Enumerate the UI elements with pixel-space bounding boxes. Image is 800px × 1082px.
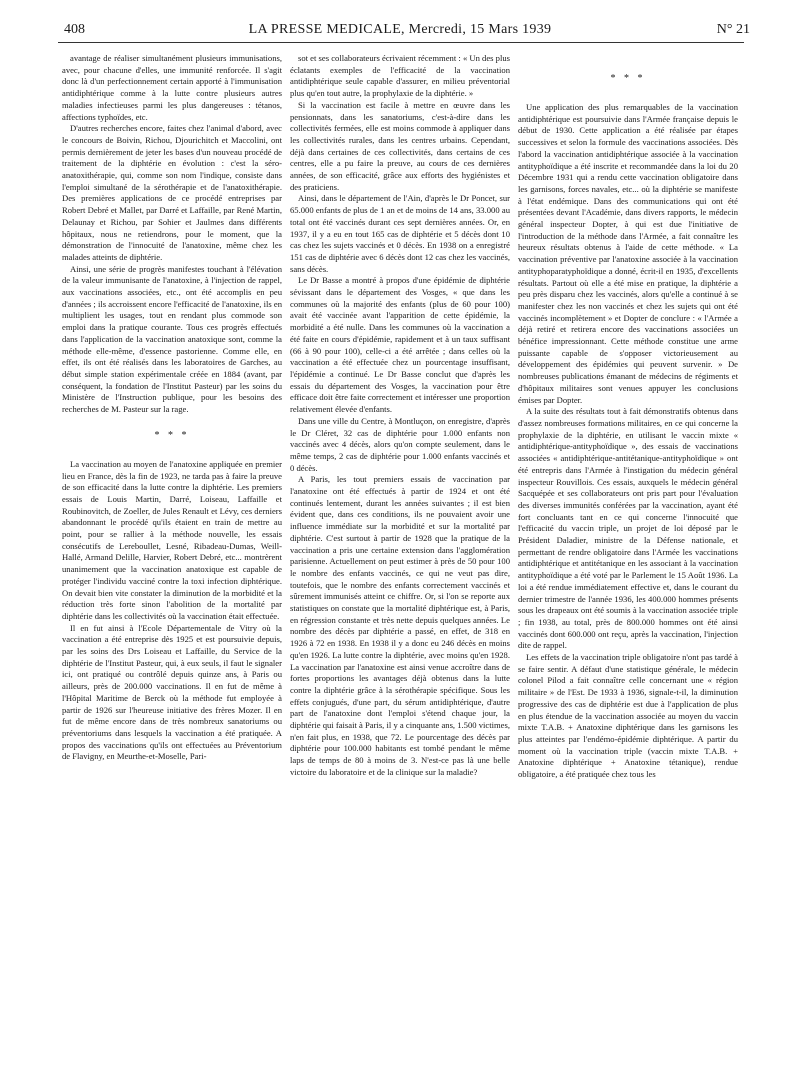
paragraph: Les effets de la vaccination triple obligatoire n'ont pas tardé à se faire sentir. A défaut d'une statistique générale, le médecin colonel Pilod a fait connaître celle concernant une « région militaire » de l'Est. De 1933 à 1936, signale-t-il, la diminution progressive des cas de diphtérie est due à l'application de plus en plus étendue de la vaccination associée au moyen du vaccin mixte T.A.B. + Anatoxine diphtérique dans les garnisons les plus atteintes par l'endémo-épidémie diphtérique. A partir du moment où la vaccination triple (vaccin mixte T.A.B. + Anatoxine diphtérique + Anatoxine tétanique), rendue obligatoire, a été pratiquée chez tous les (518, 652, 738, 780)
paragraph: Ainsi, une série de progrès manifestes touchant à l'élévation de la valeur immunisante de l'anatoxine, à l'injection de rappel, aux vaccinations associées, etc., ont été accomplis en peu d'années ; ils accroissent encore l'efficacité de l'anatoxine, ils en multiplient les usages, tout en rendant plus commode son emploi dans la pratique courante. Tous ces progrès effectués dans l'application de la vaccination anatoxique sont, comme la méthode elle-même, d'essence pastorienne. Comme elle, en effet, ils ont été réalisés dans les laboratoires de Garches, au début simple station expérimentale créée en 1884 (avant, par conséquent, la fondation de l'Institut Pasteur) par les soins du Ministère de l'Instruction publique, pour les besoins des recherches de M. Pasteur sur la rage. (62, 263, 282, 415)
paragraph: Dans une ville du Centre, à Montluçon, on enregistre, d'après le Dr Cléret, 32 cas de diphtérie pour 1.000 enfants non vaccinés avec 4 décès, alors qu'on compte seulement, dans le même temps, 2 cas de diphtérie pour 1.000 enfants vaccinés et 0 décès. (290, 415, 510, 473)
section-separator: * * * (154, 429, 190, 441)
paragraph: D'autres recherches encore, faites chez l'animal d'abord, avec le concours de Boivin, Richou, Djourichitch et Maccolini, ont permis dernièrement de jeter les bases d'un nouveau procédé de traitement de la diphtérie en évolution : c'est la séro-anatoxithérapie, qui, comme son nom l'indique, consiste dans l'emploi simultané de la sérothérapie et de l'anatoxithérapie. Des premières applications de ce procédé entreprises par Robert Debré et Mallet, par Darré et Laffaille, par René Martin, Delaunay et Richou, par Sohier et Jaulmes dans différents hôpitaux, nous ne retiendrons, pour le moment, que la démonstration de l'innocuité de l'anatoxine, même chez les malades atteints de diphtérie. (62, 123, 282, 262)
paragraph: La vaccination au moyen de l'anatoxine appliquée en premier lieu en France, dès la fin de 1923, ne tarda pas à faire la preuve de son efficacité dans la lutte contre la diphtérie. Les premiers essais de Louis Martin, Darré, Loiseau, Laffaille et Roubinovitch, de Zoeller, de Jules Renault et Lévy, ces derniers abandonnant le procédé qu'ils étaient en train de mettre au point, pour se rallier à la méthode nouvelle, les essais consécutifs de Lereboullet, Lesné, Ribadeau-Dumas, Weill-Hallé, Armand Delille, Harvier, Robert Debré, etc... montrèrent unanimement que la vaccination anatoxique est capable de protéger l'individu vacciné contre la toxi infection diphtérique. On devait bien vite constater la diminution de la morbidité et la réduction très forte sinon l'abolition de la mortalité par diphtérie dans les collectivités où la vaccination était effectuée. (62, 458, 282, 621)
publication-title: LA PRESSE MEDICALE, Mercredi, 15 Mars 1939 (248, 22, 552, 37)
paragraph: Une application des plus remarquables de la vaccination antidiphtérique est poursuivie dans l'Armée française depuis le début de 1930. Cette application a été réalisée par étapes successives et selon la formule des vaccinations associées. Dès l'abord la vaccination antidiphtérique associée à la vaccination antityphoïdique a été inscrite et recommandée dans la loi du 20 Décembre 1931 qui a rendu cette vaccination obligatoire dans les garnisons, forces navales, etc... où la diphtérie se manifeste à l'état endémique. Dans des communications qui ont été présentées devant l'Académie, dans divers rapports, le médecin général inspecteur Dopter, à qui est due l'initiative de l'introduction de la méthode dans l'Armée, a fait connaître les heureux résultats obtenus à l'aide de cette méthode. « La vaccination préventive par l'anatoxine associée à la vaccination antityphoparatyphoïdique a donné, écrit-il en 1935, d'excellents résultats. Partout où elle a été mise en pratique, la diphtérie a peu près disparu chez les vaccinés, alors qu'elle a continué à se manifester chez les non vaccinés et chez les sujets qui ont été vaccinés incomplètement » et Dopter de conclure : « l'Armée a déjà retiré et retirera encore des vaccinations associées un bénéfice impressionnant. Cette méthode constitue une arme puissante capable de s'opposer victorieusement au développement des épidémies qui peuvent survenir. » De nombreuses publications émanant de médecins de régiments et d'hôpitaux militaires sont venues appuyer les conclusions émises par Dopter. (518, 102, 738, 405)
paragraph: sot et ses collaborateurs écrivaient récemment : « Un des plus éclatants exemples de l'efficacité de la vaccination antidiphtérique seule capable d'assurer, en milieu préventorial plus qu'en tout autre, la prophylaxie de la diphtérie. » (290, 53, 510, 99)
paragraph: Il en fut ainsi à l'Ecole Départementale de Vitry où la vaccination a été entreprise dès 1925 et est poursuivie depuis, par les soins des Drs Loiseau et Laffaille, du Service de la diphtérie de l'Institut Pasteur, qui, à eux seuls, il faut le signaler ici, ont pratiqué ou contrôlé depuis quinze ans, à Paris ou ailleurs, près de 200.000 vaccinations. Il en fut de même à l'Hôpital Maritime de Berck où la méthode fut employée à partir de 1926 sur l'heureuse initiative des frères Mozer. Il en fut de même encore dans de très nombreux sanatoriums ou préventoriums dans lesquels la vaccination a été pratiquée. A propos des vaccinations qu'ils ont effectuées au Préventorium de Flavigny, en Meurthe-et-Moselle, Pari- (62, 622, 282, 762)
paragraph: A la suite des résultats tout à fait démonstratifs obtenus dans d'assez nombreuses formations militaires, en ce qui concerne la prophylaxie de la diphtérie, en utilisant le vaccin mixte « antidiphtérique-antityphoïdique », des essais de vaccinations associées « antidiphtérique-antitétanique-antityphoïdique » ont été entrepris dans l'Armée à l'instigation du médecin général inspecteur Rouvillois. Ces essais, auxquels le médecin général Sacquépée et ses collaborateurs ont pris part pour l'évaluation des diverses immunités conférées par la vaccination, ayant été fort concluants tant en ce qui concerne l'innocuité que l'efficacité du vaccin triple, un projet de loi déposé par le Président Daladier, ministre de la Défense nationale, et permettant de rendre obligatoire dans l'Armée les vaccinations antidiphtérique et antitétanique en les associant à la vaccination antityphoïdique a été voté par le Parlement le 15 Août 1936. La loi a été rendue immédiatement effective et, dans le courant du dernier trimestre de l'année 1936, les 400.000 hommes présents sous les drapeaux ont été soumis à la vaccination associée triple ; fin 1938, au total, près de 800.000 hommes ont été ainsi vaccinés dont 600.000 ont reçu, après la vaccination, l'injection dite de rappel. (518, 406, 738, 651)
column-right (518, 53, 738, 1073)
page-header (50, 18, 750, 40)
header-rule (58, 42, 744, 43)
column-middle (290, 53, 510, 1073)
paragraph: Le Dr Basse a montré à propos d'une épidémie de diphtérie sévissant dans le département des Vosges, « que dans les communes où la majorité des enfants (plus de 60 pour 100) avait été vaccinée avant l'apparition de cette épidémie, la morbidité a été nulle. Dans les communes où la vaccination a été faite en cours d'épidémie, rapidement et à un taux suffisant (66 à 90 pour 100), celle-ci a été arrêtée ; dans celles où la vaccination a été effectuée chez un pourcentage insuffisant, l'épidémie a continué. Le Dr Basse conclut que d'après les essais du département des Vosges, la vaccination pour être efficace doit être faite correctement et intéresser une proportion relativement élevée d'enfants. (290, 275, 510, 415)
section-separator: * * * (610, 73, 646, 84)
column-left (62, 53, 282, 1073)
issue-number: N° 21 (716, 22, 750, 37)
paragraph: avantage de réaliser simultanément plusieurs immunisations, avec, pour chacune d'elles, une immunité renforcée. Il s'agit donc là d'un perfectionnement certain apporté à l'immunisation antidiphtérique comme à la lutte contre plusieurs autres maladies infectieuses parmi les plus dangereuses : tétanos, affections typhoïdes, etc. (62, 53, 282, 122)
paragraph: Si la vaccination est facile à mettre en œuvre dans les pensionnats, dans les sanatoriums, c'est-à-dire dans les collectivités fermées, elle est moins commode à appliquer dans les collectivités rurales, dans les centres urbains. Cependant, déjà dans certaines de ces collectivités, dans certains de ces centres, elle a pu faire la preuve, au cours de ces dernières années, de son efficacité, grâce aux efforts des hygiénistes et des praticiens. (290, 99, 510, 192)
paragraph: A Paris, les tout premiers essais de vaccination par l'anatoxine ont été effectués à partir de 1924 et ont été continués lentement, durant les années suivantes ; il est bien évident que, dans ces conditions, ils ne pouvaient avoir une influence immédiate sur la morbidité et sur la mortalité par diphtérie. C'est surtout à partir de 1928 que la pratique de la vaccination a pris une certaine extension dans l'agglomération parisienne. Actuellement on peut estimer à près de 50 pour 100 le nombre des enfants vaccinés, ce qui ne veut pas dire, toutefois, que le nombre des enfants correctement vaccinés et sûrement immunisés atteint ce chiffre. Or, si l'on se reporte aux statistiques on constate que la mortalité diphtérique est, à Paris, en régression constante et très nette depuis quelques années. Le nombre des décès par diphtérie a passé, en effet, de 318 en 1926 à 72 en 1938. En 1938 il y a donc eu 246 décès en moins qu'en 1926. La lutte contre la diphtérie, avec moins qu'en 1928. La vaccination par l'anatoxine est ainsi venue accroître dans de fortes proportions les avantages déjà obtenus dans la lutte contre la diphtérie grâce à la sérothérapie spécifique. Sous les effets conjugués, d'une part, du sérum antidiphtérique, d'autre part de l'anatoxine dont l'emploi s'étend chaque jour, la diphtérie qui faisait à Paris, il y a cinquante ans, 1.500 victimes, n'en fait plus, en 1938, que 72. Le pourcentage des décès par diphtérie pour 100.000 habitants est tombé pendant le même laps de temps de 80 à moins de 3. N'est-ce pas là une belle victoire du laboratoire et de la clinique sur la maladie? (290, 474, 510, 777)
page-number: 408 (64, 22, 85, 37)
paragraph: Ainsi, dans le département de l'Ain, d'après le Dr Poncet, sur 65.000 enfants de plus de 1 an et de moins de 14 ans, 33.000 au total ont été vaccinés durant ces sept dernières années. Or, en 1937, il y a eu en tout 165 cas de diphtérie et 5 décès dont 10 cas chez les sujets vaccinés et 0 décès. En 1938 on a enregistré 151 cas de diphtérie avec 6 décès dont 12 cas chez les vaccinés, sans décès. (290, 193, 510, 274)
